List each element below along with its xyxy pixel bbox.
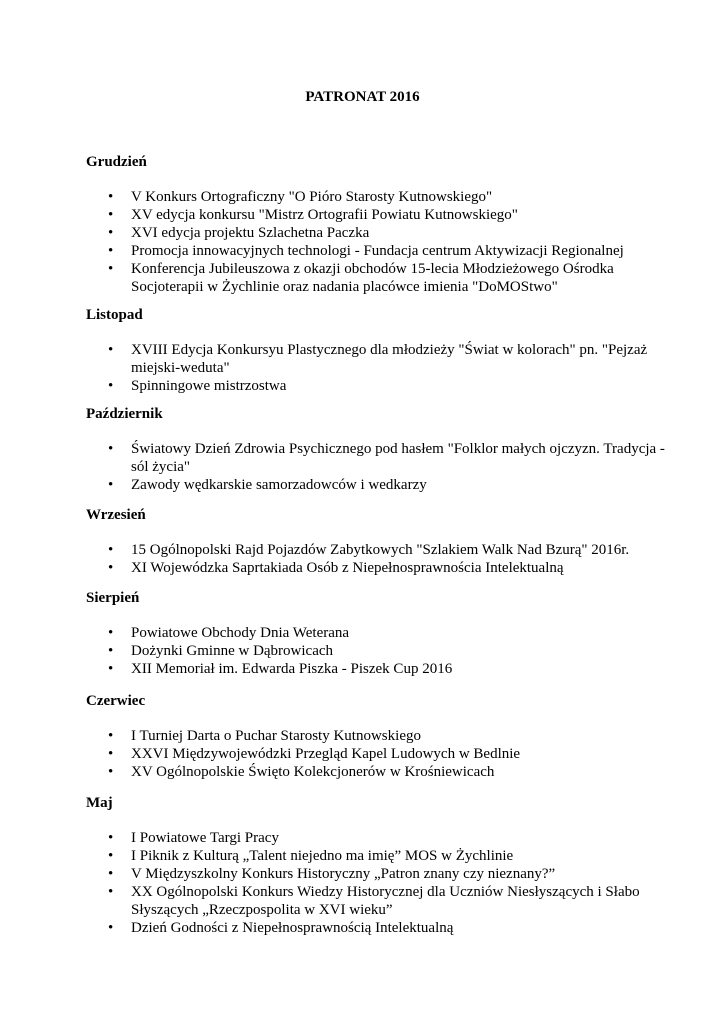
section-heading: Listopad bbox=[86, 307, 143, 323]
bullet-icon: • bbox=[108, 225, 114, 241]
bullet-icon: • bbox=[108, 728, 114, 744]
section-heading: Wrzesień bbox=[86, 507, 146, 523]
bullet-icon: • bbox=[108, 477, 114, 493]
list-item bbox=[86, 206, 666, 224]
bullet-icon: • bbox=[108, 625, 114, 641]
list-item bbox=[86, 660, 666, 678]
list-item bbox=[86, 440, 666, 476]
section-list bbox=[86, 440, 666, 494]
list-item-text: Dzień Godności z Niepełnosprawnością Intelektualną bbox=[131, 920, 454, 936]
list-item bbox=[86, 883, 666, 919]
bullet-icon: • bbox=[108, 542, 114, 558]
list-item-text: 15 Ogólnopolski Rajd Pojazdów Zabytkowych "Szlakiem Walk Nad Bzurą" 2016r. bbox=[131, 542, 630, 558]
list-item-text: I Turniej Darta o Puchar Starosty Kutnowskiego bbox=[131, 728, 421, 744]
list-item bbox=[86, 377, 666, 395]
section-heading: Maj bbox=[86, 795, 113, 811]
list-item bbox=[86, 919, 666, 937]
list-item-text: I Piknik z Kulturą „Talent niejedno ma imię” MOS w Żychlinie bbox=[131, 848, 514, 864]
list-item-text: Dożynki Gminne w Dąbrowicach bbox=[131, 643, 334, 659]
bullet-icon: • bbox=[108, 243, 114, 259]
list-item bbox=[86, 224, 666, 242]
list-item-text: XX Ogólnopolski Konkurs Wiedzy Historycznej dla Uczniów Niesłyszących i Słabo Słyszących „Rzeczpospolita w XVI wieku” bbox=[131, 884, 640, 918]
section-heading: Październik bbox=[86, 406, 163, 422]
list-item bbox=[86, 624, 666, 642]
bullet-icon: • bbox=[108, 342, 114, 358]
section-list bbox=[86, 188, 666, 296]
bullet-icon: • bbox=[108, 261, 114, 277]
list-item bbox=[86, 642, 666, 660]
list-item bbox=[86, 745, 666, 763]
section-heading: Grudzień bbox=[86, 154, 147, 170]
section-czerwiec bbox=[86, 692, 666, 781]
page-title: PATRONAT 2016 bbox=[305, 89, 420, 105]
bullet-icon: • bbox=[108, 661, 114, 677]
list-item-text: V Konkurs Ortograficzny "O Pióro Starosty Kutnowskiego" bbox=[131, 189, 493, 205]
list-item-text: Światowy Dzień Zdrowia Psychicznego pod hasłem "Folklor małych ojczyzn. Tradycja - sól życia" bbox=[131, 441, 665, 475]
bullet-icon: • bbox=[108, 884, 114, 900]
section-list bbox=[86, 829, 666, 937]
section-grudzien bbox=[86, 153, 666, 296]
section-heading: Czerwiec bbox=[86, 693, 146, 709]
list-item bbox=[86, 260, 666, 296]
bullet-icon: • bbox=[108, 848, 114, 864]
list-item-text: XXVI Międzywojewódzki Przegląd Kapel Ludowych w Bedlnie bbox=[131, 746, 521, 762]
bullet-icon: • bbox=[108, 378, 114, 394]
list-item-text: Zawody wędkarskie samorzadowców i wedkarzy bbox=[131, 477, 427, 493]
list-item bbox=[86, 476, 666, 494]
list-item bbox=[86, 829, 666, 847]
bullet-icon: • bbox=[108, 643, 114, 659]
bullet-icon: • bbox=[108, 830, 114, 846]
bullet-icon: • bbox=[108, 441, 114, 457]
list-item-text: Promocja innowacyjnych technologi - Fundacja centrum Aktywizacji Regionalnej bbox=[131, 243, 624, 259]
section-pazdziernik bbox=[86, 405, 666, 494]
list-item-text: XII Memoriał im. Edwarda Piszka - Piszek Cup 2016 bbox=[131, 661, 453, 677]
section-wrzesien bbox=[86, 506, 666, 577]
list-item bbox=[86, 559, 666, 577]
list-item-text: XVIII Edycja Konkursyu Plastycznego dla młodzieży "Świat w kolorach" pn. "Pejzaż miejski-weduta" bbox=[131, 342, 648, 376]
bullet-icon: • bbox=[108, 207, 114, 223]
list-item-text: Spinningowe mistrzostwa bbox=[131, 378, 287, 394]
list-item-text: I Powiatowe Targi Pracy bbox=[131, 830, 279, 846]
section-list bbox=[86, 624, 666, 678]
list-item-text: V Międzyszkolny Konkurs Historyczny „Patron znany czy nieznany?” bbox=[131, 866, 556, 882]
bullet-icon: • bbox=[108, 746, 114, 762]
bullet-icon: • bbox=[108, 866, 114, 882]
bullet-icon: • bbox=[108, 764, 114, 780]
list-item bbox=[86, 242, 666, 260]
list-item bbox=[86, 541, 666, 559]
list-item-text: Konferencja Jubileuszowa z okazji obchodów 15-lecia Młodzieżowego Ośrodka Socjoterapii w Żychlinie oraz nadania placówce imienia "DoMOStwo" bbox=[131, 261, 614, 295]
bullet-icon: • bbox=[108, 560, 114, 576]
section-list bbox=[86, 541, 666, 577]
list-item bbox=[86, 865, 666, 883]
bullet-icon: • bbox=[108, 189, 114, 205]
list-item bbox=[86, 188, 666, 206]
section-listopad bbox=[86, 306, 666, 395]
list-item bbox=[86, 763, 666, 781]
section-sierpien bbox=[86, 589, 666, 678]
section-list bbox=[86, 727, 666, 781]
list-item bbox=[86, 847, 666, 865]
list-item-text: XVI edycja projektu Szlachetna Paczka bbox=[131, 225, 370, 241]
list-item bbox=[86, 341, 666, 377]
list-item-text: XI Wojewódzka Saprtakiada Osób z Niepełnosprawnościa Intelektualną bbox=[131, 560, 564, 576]
bullet-icon: • bbox=[108, 920, 114, 936]
list-item-text: Powiatowe Obchody Dnia Weterana bbox=[131, 625, 350, 641]
list-item-text: XV edycja konkursu "Mistrz Ortografii Powiatu Kutnowskiego" bbox=[131, 207, 518, 223]
section-maj bbox=[86, 794, 666, 937]
section-list bbox=[86, 341, 666, 395]
section-heading: Sierpień bbox=[86, 590, 140, 606]
list-item bbox=[86, 727, 666, 745]
list-item-text: XV Ogólnopolskie Święto Kolekcjonerów w Krośniewicach bbox=[131, 764, 495, 780]
